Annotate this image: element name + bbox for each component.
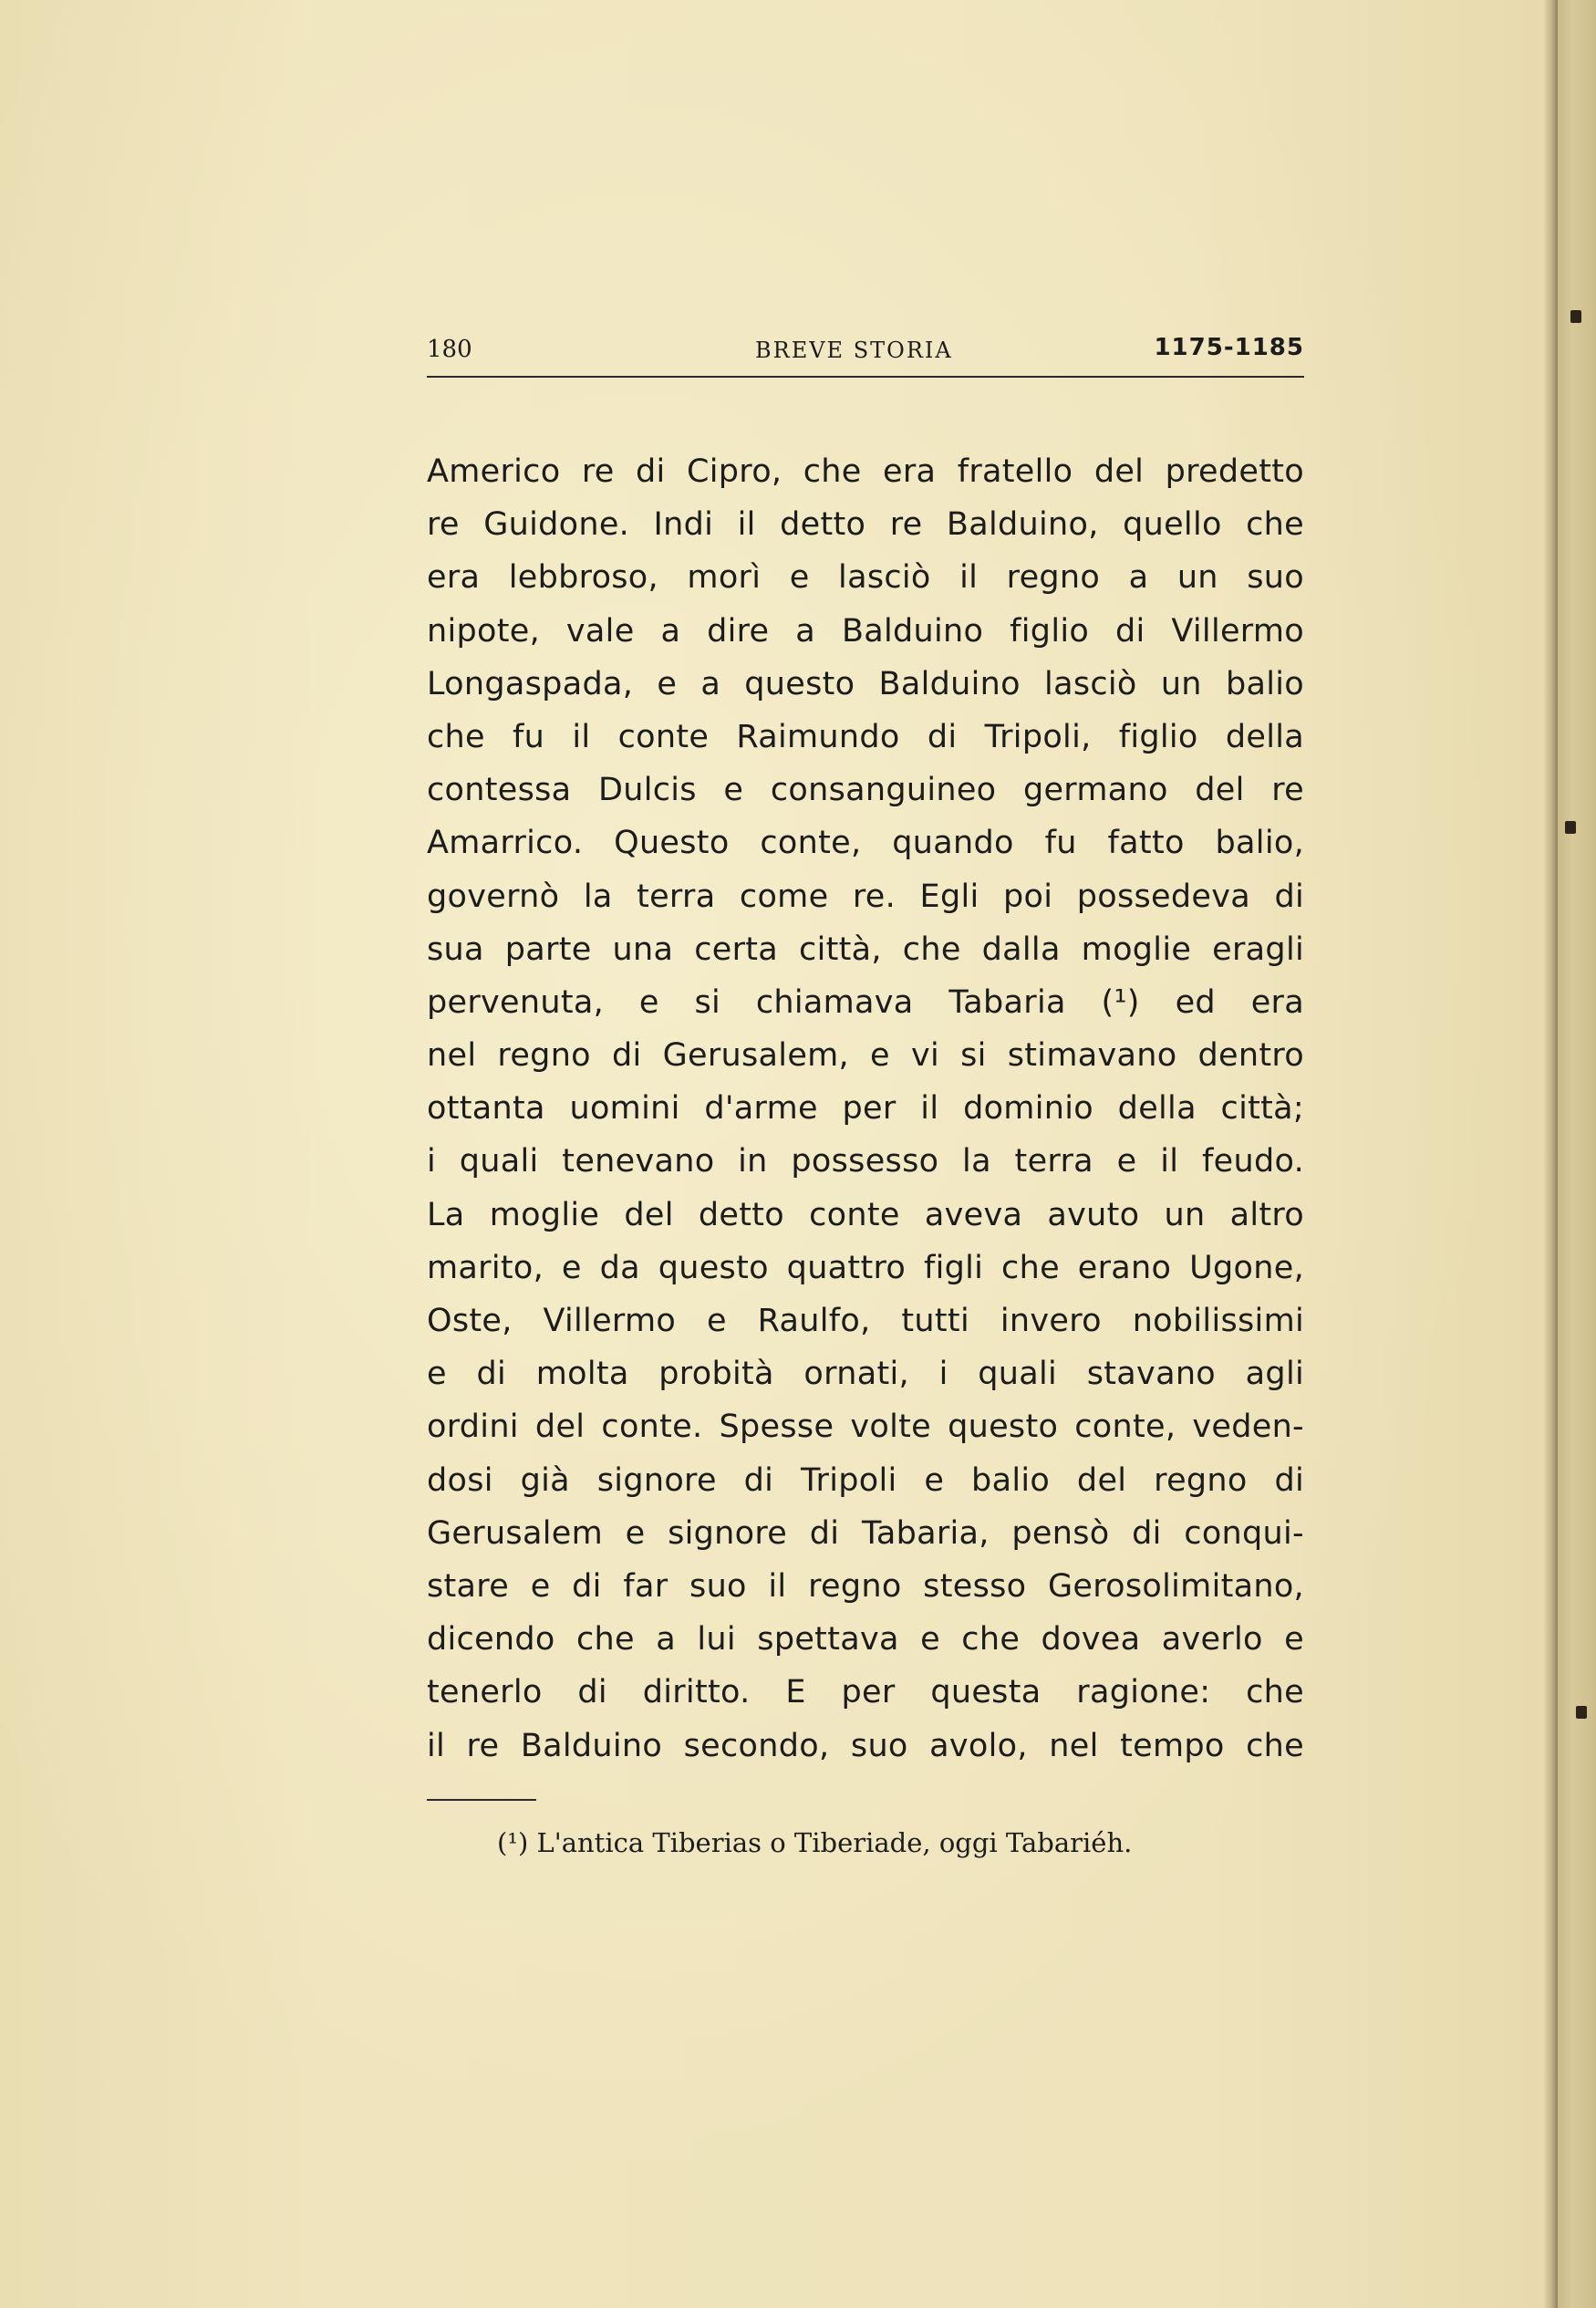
text-line: i quali tenevano in possesso la terra e il feudo. xyxy=(427,1143,1304,1180)
text-line: ottanta uomini d'arme per il dominio della città; xyxy=(427,1090,1304,1128)
footnote-text: L'antica Tiberias o Tiberiade, oggi Tabariéh. xyxy=(536,1827,1133,1858)
page-number: 180 xyxy=(427,336,472,363)
text-line: nipote, vale a dire a Balduino figlio di Villermo xyxy=(427,612,1304,650)
text-line: e di molta probità ornati, i quali stavano agli xyxy=(427,1356,1304,1393)
text-line: sua parte una certa città, che dalla moglie eragli xyxy=(427,930,1304,968)
header-rule xyxy=(427,376,1304,378)
next-page-edge xyxy=(1558,0,1596,2308)
footnote-marker: (¹) xyxy=(497,1827,529,1858)
edge-mark xyxy=(1570,310,1581,323)
running-title: BREVE STORIA xyxy=(755,338,953,363)
text-line: dicendo che a lui spettava e che dovea averlo e xyxy=(427,1621,1304,1658)
footnote-rule xyxy=(427,1799,536,1801)
footnote xyxy=(497,1827,1132,1858)
edge-mark xyxy=(1576,1706,1587,1719)
text-line: che fu il conte Raimundo di Tripoli, figlio della xyxy=(427,718,1304,755)
body-text xyxy=(427,445,1304,1773)
date-range: 1175-1185 xyxy=(1154,334,1304,361)
text-line: il re Balduino secondo, suo avolo, nel tempo che xyxy=(427,1727,1304,1764)
text-line: Oste, Villermo e Raulfo, tutti invero nobilissimi xyxy=(427,1303,1304,1339)
text-line: Gerusalem e signore di Tabaria, pensò di conqui- xyxy=(427,1514,1304,1552)
text-line: ordini del conte. Spesse volte questo conte, veden- xyxy=(427,1409,1304,1446)
text-line: pervenuta, e si chiamava Tabaria (¹) ed era xyxy=(427,983,1304,1021)
text-line: Longaspada, e a questo Balduino lasciò un balio xyxy=(427,665,1304,702)
page-header xyxy=(427,330,1304,370)
text-line: Americo re di Cipro, che era fratello del predetto xyxy=(427,453,1304,490)
text-line: dosi già signore di Tripoli e balio del regno di xyxy=(427,1461,1304,1499)
text-line: contessa Dulcis e consanguineo germano del re xyxy=(427,772,1304,809)
text-line: re Guidone. Indi il detto re Balduino, quello che xyxy=(427,506,1304,544)
text-line: Amarrico. Questo conte, quando fu fatto balio, xyxy=(427,825,1304,862)
text-line: nel regno di Gerusalem, e vi si stimavano dentro xyxy=(427,1037,1304,1075)
text-line: governò la terra come re. Egli poi possedeva di xyxy=(427,878,1304,915)
text-line: stare e di far suo il regno stesso Gerosolimitano, xyxy=(427,1567,1304,1605)
text-line: tenerlo di diritto. E per questa ragione: che xyxy=(427,1674,1304,1711)
text-line: La moglie del detto conte aveva avuto un altro xyxy=(427,1196,1304,1233)
text-line: marito, e da questo quattro figli che erano Ugone, xyxy=(427,1249,1304,1286)
edge-mark xyxy=(1565,821,1576,834)
text-line: era lebbroso, morì e lasciò il regno a un suo xyxy=(427,559,1304,597)
page-edge-shadow xyxy=(1543,0,1558,2308)
